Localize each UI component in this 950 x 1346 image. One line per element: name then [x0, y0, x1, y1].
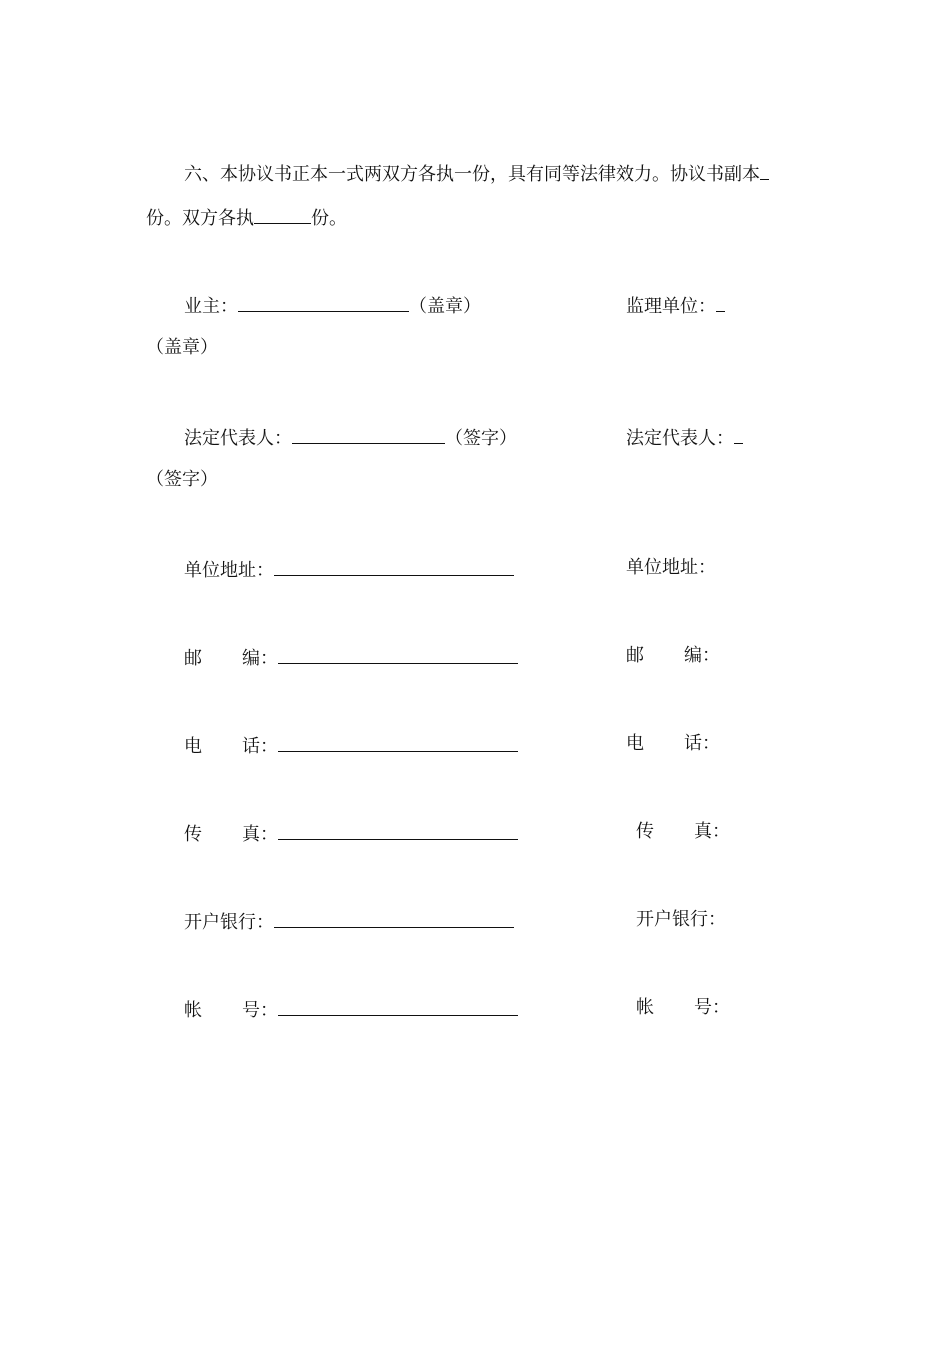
- owner-row: [184, 292, 481, 316]
- copies-each-blank[interactable]: [254, 204, 311, 224]
- owner-account-row: [184, 996, 518, 1020]
- owner-fax-label-a: 传: [184, 824, 202, 845]
- owner-postcode-label-b: 编：: [242, 648, 278, 669]
- owner-bank-field[interactable]: [274, 908, 514, 928]
- supervisor-row: [626, 292, 725, 316]
- supervisor-fax-label-a: 传: [636, 821, 654, 842]
- owner-fax-label-b: 真：: [242, 824, 278, 845]
- supervisor-account-row: [636, 996, 730, 1020]
- clause6-line1-text: 六、本协议书正本一式两双方各执一份，具有同等法律效力。协议书副本: [184, 164, 760, 185]
- supervisor-postcode-row: [626, 644, 720, 668]
- supervisor-fax-label-b: 真：: [694, 821, 730, 842]
- owner-phone-field[interactable]: [278, 732, 518, 752]
- clause6-line2-text-b: 份。: [311, 208, 347, 229]
- owner-account-field[interactable]: [278, 996, 518, 1016]
- owner-address-field[interactable]: [274, 556, 514, 576]
- owner-rep-row: [184, 424, 517, 448]
- owner-phone-label-a: 电: [184, 736, 202, 757]
- clause6-line2: [146, 204, 347, 228]
- owner-account-label-a: 帐: [184, 1000, 202, 1021]
- owner-postcode-label-a: 邮: [184, 648, 202, 669]
- owner-address-label: 单位地址：: [184, 560, 274, 581]
- owner-bank-row: [184, 908, 514, 932]
- supervisor-phone-label-a: 电: [626, 733, 644, 754]
- owner-name-field[interactable]: [238, 292, 409, 312]
- clause6-line1: [184, 160, 769, 184]
- owner-bank-label: 开户银行：: [184, 912, 274, 933]
- supervisor-address-label: 单位地址：: [626, 557, 716, 578]
- owner-fax-field[interactable]: [278, 820, 518, 840]
- supervisor-account-label-b: 号：: [694, 997, 730, 1018]
- owner-account-label-b: 号：: [242, 1000, 278, 1021]
- supervisor-postcode-label-b: 编：: [684, 645, 720, 666]
- owner-postcode-row: [184, 644, 518, 668]
- owner-postcode-field[interactable]: [278, 644, 518, 664]
- supervisor-sign-note: （签字）: [146, 469, 218, 490]
- supervisor-rep-label: 法定代表人：: [626, 428, 734, 449]
- owner-seal-note: （盖章）: [409, 296, 481, 317]
- supervisor-seal-note: （盖章）: [146, 337, 218, 358]
- supervisor-phone-row: [626, 732, 720, 756]
- owner-rep-field[interactable]: [292, 424, 445, 444]
- owner-fax-row: [184, 820, 518, 844]
- supervisor-postcode-label-a: 邮: [626, 645, 644, 666]
- supervisor-rep-row: [626, 424, 743, 448]
- supervisor-bank-label: 开户银行：: [636, 909, 726, 930]
- supervisor-rep-field[interactable]: [734, 424, 743, 444]
- supervisor-phone-label-b: 话：: [684, 733, 720, 754]
- copies-blank-short[interactable]: [760, 160, 769, 180]
- owner-address-row: [184, 556, 514, 580]
- clause6-line2-text-a: 份。双方各执: [146, 208, 254, 229]
- supervisor-account-label-a: 帐: [636, 997, 654, 1018]
- supervisor-label: 监理单位：: [626, 296, 716, 317]
- owner-sign-note: （签字）: [445, 428, 517, 449]
- owner-phone-label-b: 话：: [242, 736, 278, 757]
- owner-rep-label: 法定代表人：: [184, 428, 292, 449]
- owner-label: 业主：: [184, 296, 238, 317]
- supervisor-fax-row: [636, 820, 730, 844]
- owner-phone-row: [184, 732, 518, 756]
- supervisor-name-field[interactable]: [716, 292, 725, 312]
